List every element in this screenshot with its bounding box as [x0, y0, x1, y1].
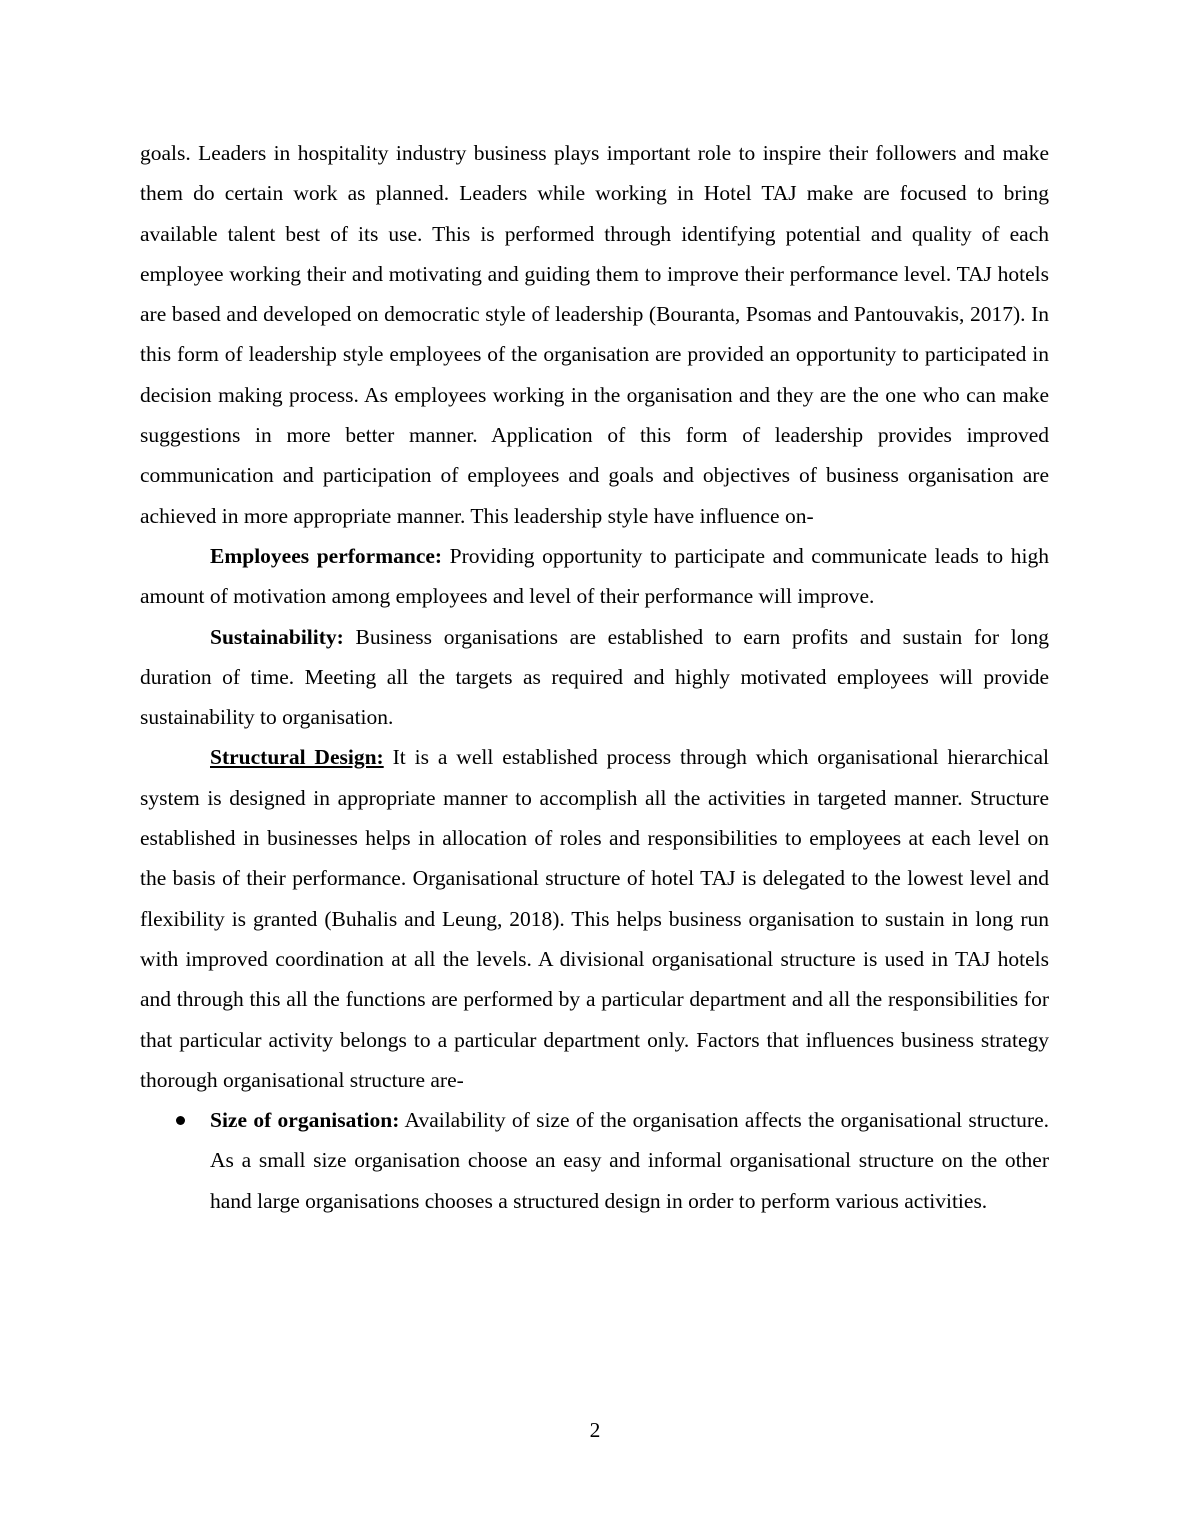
- employees-performance-heading: Employees performance:: [210, 543, 443, 568]
- list-item: [140, 1100, 1049, 1221]
- sustainability-paragraph: [140, 617, 1049, 738]
- page-number: 2: [589, 1418, 601, 1442]
- employees-performance-text: Providing opportunity to participate and communicate leads to high amount of motivation among employees and level of their performance will improve.: [140, 543, 1049, 609]
- structural-design-paragraph: [140, 737, 1049, 1100]
- intro-paragraph: [140, 133, 1049, 536]
- employees-performance-paragraph: [140, 536, 1049, 617]
- page-body: [140, 133, 1049, 1221]
- structural-design-text: It is a well established process through which organisational hierarchical system is designed in appropriate manner to accomplish all the activities in targeted manner. Structure established in businesses helps in allocation of roles and responsibilities to employees at each level on the basis of their performance. Organisational structure of hotel TAJ is delegated to the lowest level and flexibility is granted (Buhalis and Leung, 2018). This helps business organisation to sustain in long run with improved coordination at all the levels. A divisional organisational structure is used in TAJ hotels and through this all the functions are performed by a particular department and all the responsibilities for that particular activity belongs to a particular department only. Factors that influences business strategy thorough organisational structure are-: [140, 745, 1049, 1092]
- intro-paragraph-text: goals. Leaders in hospitality industry business plays important role to inspire their followers and make them do certain work as planned. Leaders while working in Hotel TAJ make are focused to bring available talent best of its use. This is performed through identifying potential and quality of each employee working their and motivating and guiding them to improve their performance level. TAJ hotels are based and developed on democratic style of leadership (Bouranta, Psomas and Pantouvakis, 2017). In this form of leadership style employees of the organisation are provided an opportunity to participated in decision making process. As employees working in the organisation and they are the one who can make suggestions in more better manner. Application of this form of leadership provides improved communication and participation of employees and goals and objectives of business organisation are achieved in more appropriate manner. This leadership style have influence on-: [140, 141, 1049, 528]
- size-of-organisation-heading: Size of organisation:: [210, 1108, 400, 1133]
- sustainability-heading: Sustainability:: [210, 624, 344, 649]
- structural-design-heading: Structural Design:: [210, 745, 384, 770]
- factors-bullet-list: [140, 1100, 1049, 1221]
- bullet-icon: [176, 1116, 185, 1125]
- sustainability-text: Business organisations are established to earn profits and sustain for long duration of time. Meeting all the targets as required and highly motivated employees will provide sustainability to organisation.: [140, 624, 1049, 730]
- size-of-organisation-text: Availability of size of the organisation affects the organisational structure. As a small size organisation choose an easy and informal organisational structure on the other hand large organisations chooses a structured design in order to perform various activities.: [210, 1108, 1049, 1213]
